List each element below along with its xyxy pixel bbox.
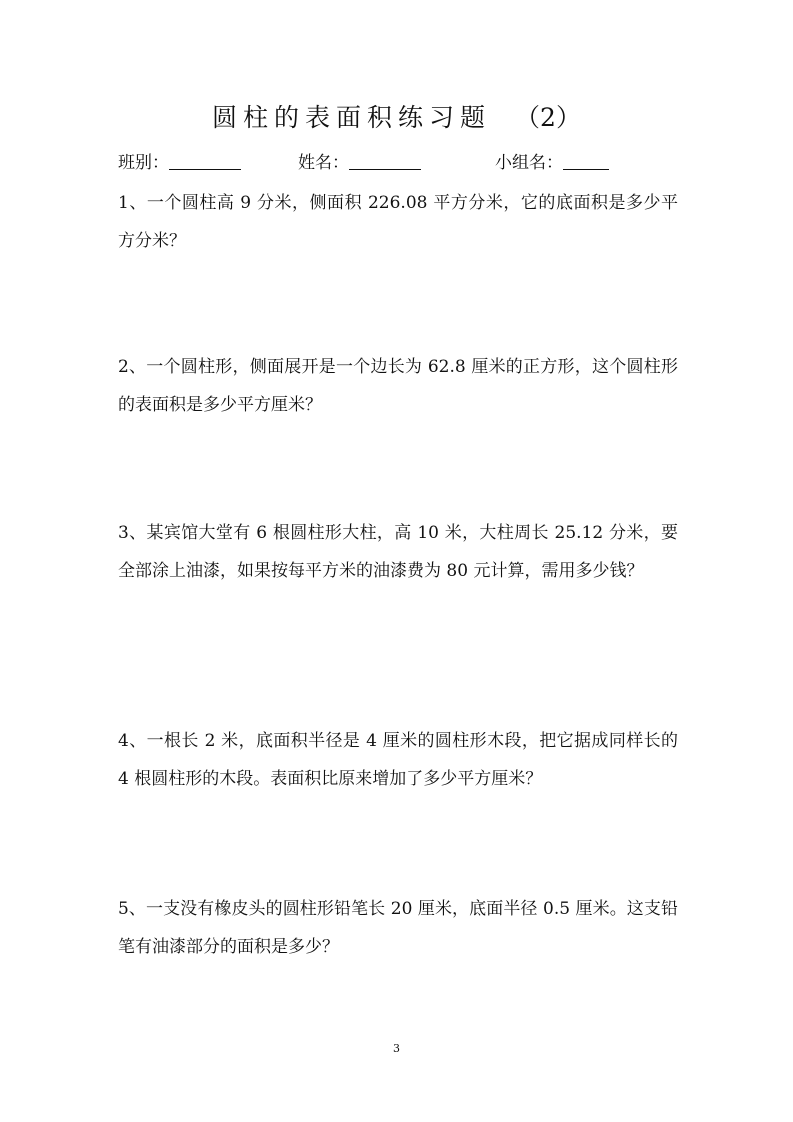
name-label: 姓名：	[298, 153, 349, 173]
class-blank[interactable]	[169, 151, 241, 170]
group-label: 小组名：	[495, 153, 563, 173]
question-5: 5、一支没有橡皮头的圆柱形铅笔长 20 厘米，底面半径 0.5 厘米。这支铅笔有油漆部分的面积是多少？	[118, 899, 678, 957]
class-label: 班别：	[118, 153, 169, 173]
question-3: 3、某宾馆大堂有 6 根圆柱形大柱，高 10 米，大柱周长 25.12 分米，要全部涂上油漆，如果按每平方米的油漆费为 80 元计算，需用多少钱？	[118, 523, 678, 581]
student-info-row	[118, 148, 678, 172]
class-field	[118, 148, 241, 173]
name-field	[298, 148, 421, 173]
question-2: 2、一个圆柱形，侧面展开是一个边长为 62.8 厘米的正方形，这个圆柱形的表面积是多少平方厘米？	[118, 357, 678, 415]
title-text: 圆柱的表面积练习题	[212, 103, 492, 132]
question-1: 1、一个圆柱高 9 分米，侧面积 226.08 平方分米，它的底面积是多少平方分米？	[118, 193, 678, 251]
group-blank[interactable]	[563, 151, 609, 170]
page-title	[0, 98, 793, 134]
page-number: 3	[393, 1042, 400, 1055]
group-field	[495, 148, 609, 173]
name-blank[interactable]	[349, 151, 421, 170]
title-number: （2）	[515, 103, 581, 132]
question-4: 4、一根长 2 米，底面积半径是 4 厘米的圆柱形木段，把它据成同样长的 4 根圆柱形的木段。表面积比原来增加了多少平方厘米？	[118, 731, 678, 789]
